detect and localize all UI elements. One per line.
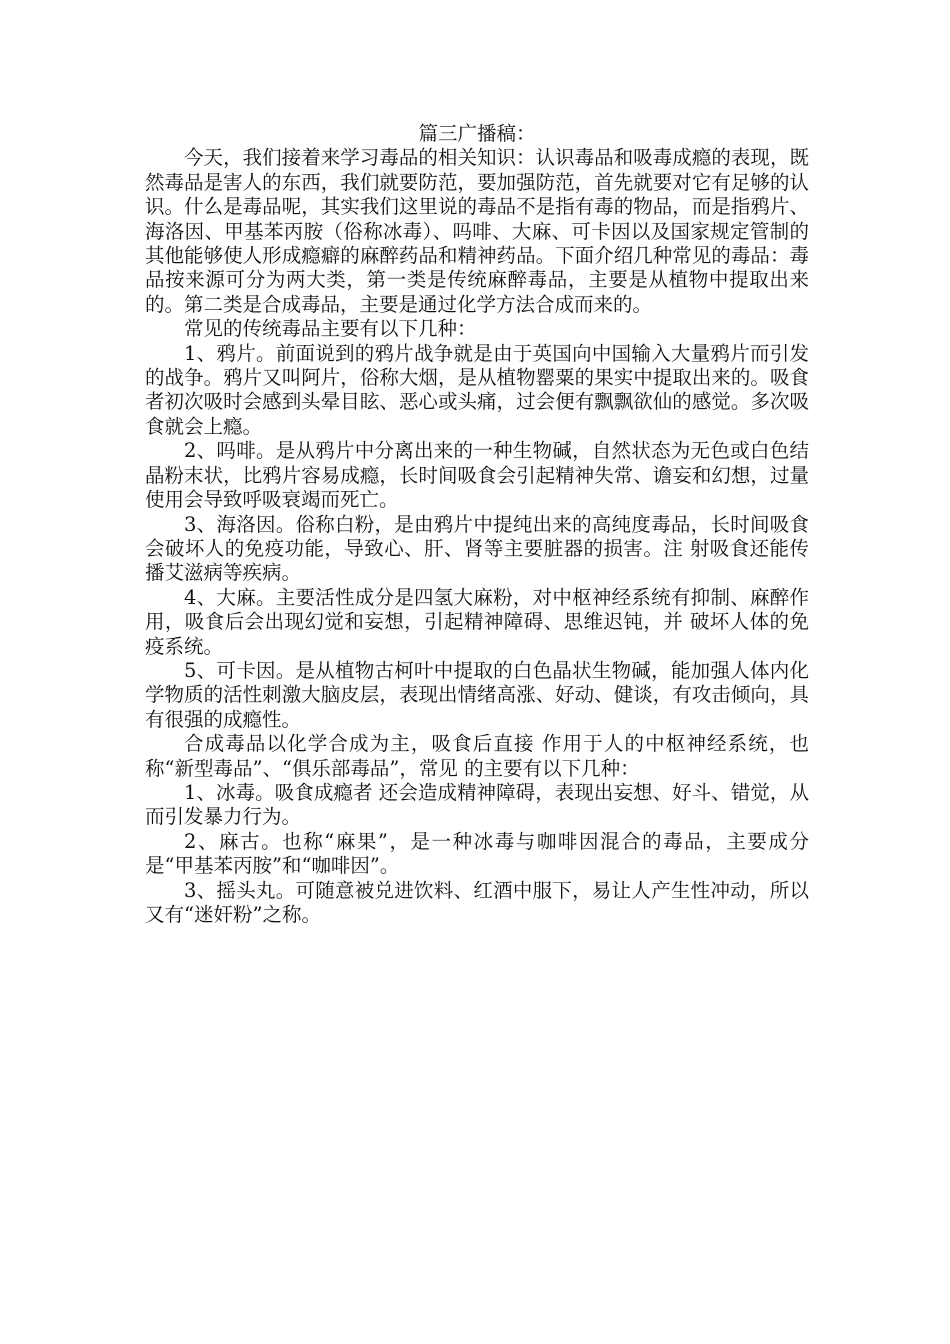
paragraph-meth: 1、冰毒。吸食成瘾者 还会造成精神障碍，表现出妄想、好斗、错觉，从而引发暴力行为。 <box>145 780 809 829</box>
paragraph-magu: 2、麻古。也称“麻果”，是一种冰毒与咖啡因混合的毒品，主要成分是“甲基苯丙胺”和“咖啡因”。 <box>145 829 809 878</box>
paragraph-cocaine: 5、可卡因。是从植物古柯叶中提取的白色晶状生物碱，能加强人体内化学物质的活性刺激大脑皮层，表现出情绪高涨、好动、健谈，有攻击倾向，具有很强的成瘾性。 <box>145 658 809 731</box>
paragraph-heroin: 3、海洛因。俗称白粉，是由鸦片中提纯出来的高纯度毒品，长时间吸食会破坏人的免疫功能，导致心、肝、肾等主要脏器的损害。注 射吸食还能传播艾滋病等疾病。 <box>145 512 809 585</box>
paragraph-synthetic-heading: 合成毒品以化学合成为主，吸食后直接 作用于人的中枢神经系统，也称“新型毒品”、“俱乐部毒品”，常见 的主要有以下几种： <box>145 732 809 780</box>
document-title: 篇三广播稿： <box>418 122 536 145</box>
paragraph-morphine: 2、吗啡。是从鸦片中分离出来的一种生物碱，自然状态为无色或白色结晶粉末状，比鸦片容易成瘾，长时间吸食会引起精神失常、谵妄和幻想，过量使用会导致呼吸衰竭而死亡。 <box>145 439 809 512</box>
paragraph-opium: 1、鸦片。前面说到的鸦片战争就是由于英国向中国输入大量鸦片而引发的战争。鸦片又叫阿片，俗称大烟，是从植物罂粟的果实中提取出来的。吸食者初次吸时会感到头晕目眩、恶心或头痛，过会便有飘飘欲仙的感觉。多次吸食就会上瘾。 <box>145 341 809 438</box>
paragraph-traditional-heading: 常见的传统毒品主要有以下几种： <box>184 317 477 341</box>
paragraph-cannabis: 4、大麻。主要活性成分是四氢大麻粉，对中枢神经系统有抑制、麻醉作用，吸食后会出现幻觉和妄想，引起精神障碍、思维迟钝，并 破坏人体的免疫系统。 <box>145 585 809 658</box>
paragraph-intro: 今天，我们接着来学习毒品的相关知识：认识毒品和吸毒成瘾的表现，既然毒品是害人的东西，我们就要防范，要加强防范，首先就要对它有足够的认识。什么是毒品呢，其实我们这里说的毒品不是指有毒的物品，而是指鸦片、海洛因、甲基苯丙胺（俗称冰毒）、吗啡、大麻、可卡因以及国家规定管制的其他能够使人形成瘾癖的麻醉药品和精神药品。下面介绍几种常见的毒品：毒品按来源可分为两大类，第一类是传统麻醉毒品，主要是从植物中提取出来的。第二类是合成毒品，主要是通过化学方法合成而来的。 <box>145 146 809 316</box>
paragraph-ecstasy: 3、摇头丸。可随意被兑进饮料、红酒中服下，易让人产生性冲动，所以又有“迷奸粉”之称。 <box>145 878 809 926</box>
document-body <box>145 122 809 927</box>
